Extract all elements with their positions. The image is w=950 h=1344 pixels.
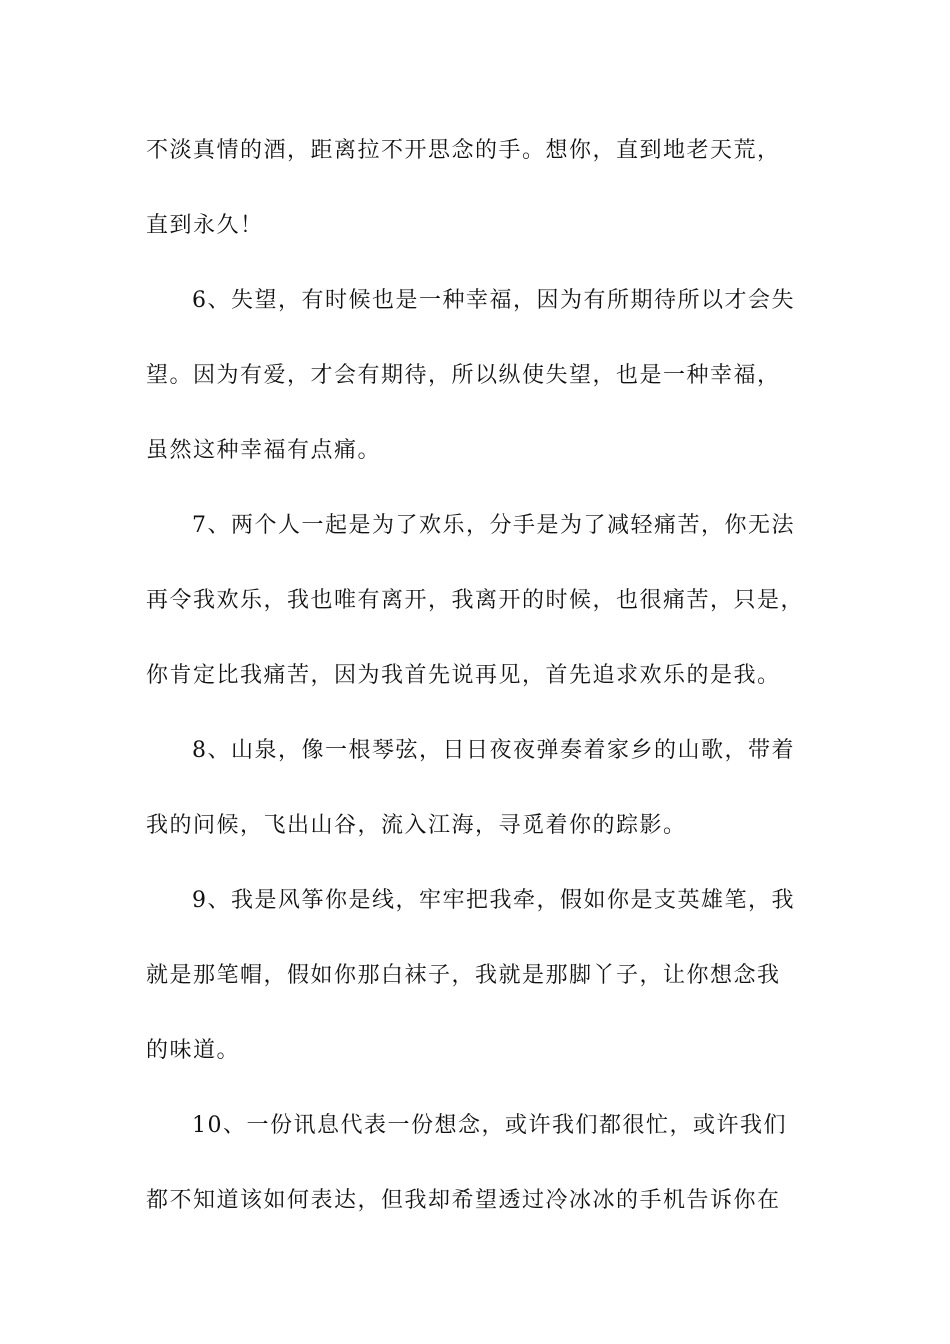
text-line-7: 再令我欢乐，我也唯有离开，我离开的时候，也很痛苦，只是， [146,588,805,613]
text-line-8: 你肯定比我痛苦，因为我首先说再见，首先追求欢乐的是我。 [146,663,781,688]
text-line-5: 虽然这种幸福有点痛。 [146,438,382,463]
text-line-10: 我的问候，飞出山谷，流入江海，寻觅着你的踪影。 [146,813,687,838]
text-line-2: 直到永久！ [146,213,264,238]
text-line-3: 6、失望，有时候也是一种幸福，因为有所期待所以才会失 [192,288,795,313]
document-body [146,128,816,1253]
text-line-15: 都不知道该如何表达，但我却希望透过冷冰冰的手机告诉你在 [146,1188,781,1213]
text-line-1: 不淡真情的酒，距离拉不开思念的手。想你，直到地老天荒， [146,138,781,163]
text-line-9: 8、山泉，像一根琴弦，日日夜夜弹奏着家乡的山歌，带着 [192,738,795,763]
text-line-6: 7、两个人一起是为了欢乐，分手是为了减轻痛苦，你无法 [192,513,795,538]
text-line-11: 9、我是风筝你是线，牢牢把我牵，假如你是支英雄笔，我 [192,888,795,913]
text-line-12: 就是那笔帽，假如你那白袜子，我就是那脚丫子，让你想念我 [146,963,781,988]
text-line-4: 望。因为有爱，才会有期待，所以纵使失望，也是一种幸福， [146,363,781,388]
text-line-13: 的味道。 [146,1038,241,1063]
text-line-14: 10、一份讯息代表一份想念，或许我们都很忙，或许我们 [192,1113,787,1138]
